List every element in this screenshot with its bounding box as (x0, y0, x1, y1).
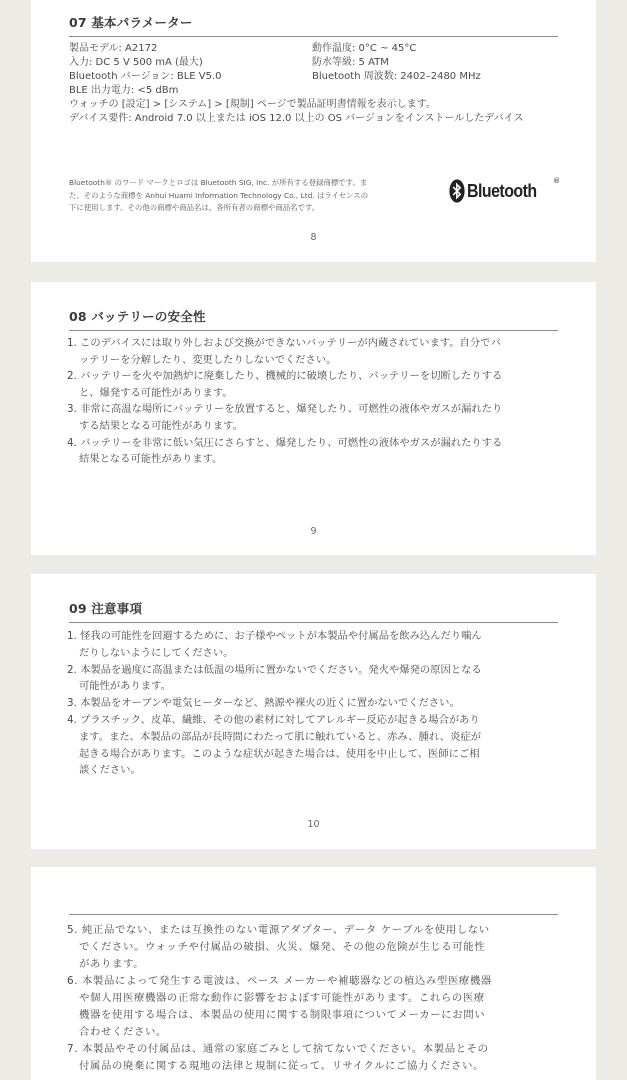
bluetooth-icon (449, 179, 465, 203)
param-ble-power: BLE 出力電力: <5 dBm (69, 85, 179, 96)
list-item (67, 712, 567, 779)
list-item-line: ッテリーを分解したり、変更したりしないでください。 (79, 353, 337, 366)
list-item (67, 335, 567, 368)
manual-page-9 (31, 282, 596, 555)
bluetooth-logo (449, 177, 560, 203)
list-item-line: 6. 本製品によって発生する電波は、ペース メーカーや補聴器などの植込み型医療機器 (67, 975, 492, 987)
list-item (67, 922, 567, 973)
trademark-line: た、そのような商標を Anhui Huami Information Technology Co., Ltd. はライセンスの (69, 190, 369, 200)
list-item-line: 機器を使用する場合は、本製品の使用に関する制限事項についてメーカーにお問い (79, 1009, 486, 1021)
list-item-line: 2. 本製品を過度に高温または低温の場所に置かないでください。発火や爆発の原因となる (67, 663, 482, 676)
param-operating-temp: 動作温度: 0°C ~ 45°C (312, 43, 417, 54)
manual-page-10 (31, 574, 596, 849)
section-title-precautions: 09 注意事項 (69, 599, 558, 623)
list-item-line: と、爆発する可能性があります。 (79, 386, 233, 399)
list-item-line: 結果となる可能性があります。 (79, 453, 223, 466)
page-number: 8 (310, 232, 317, 243)
precautions-list (67, 628, 567, 779)
list-item (67, 973, 567, 1041)
param-water-rating: 防水等級: 5 ATM (312, 57, 389, 68)
list-item-line: 合わせください。 (79, 1026, 167, 1038)
param-row (69, 70, 559, 84)
list-item-line: ます。また、本製品の部品が長時間にわたって肌に触れていると、赤み、腫れ、炎症が (79, 730, 481, 743)
list-item-line: や個人用医療機器の正常な動作に影響をおよぼす可能性があります。これらの医療 (79, 992, 485, 1004)
list-item-line: 可能性があります。 (79, 680, 171, 693)
section-title-battery-safety: 08 バッテリーの安全性 (69, 307, 558, 331)
battery-safety-list (67, 335, 567, 468)
list-item-line: 4. プラスチック、皮革、繊維、その他の素材に対してアレルギー反応が起きる場合があり (67, 713, 480, 726)
list-item-line: する結果となる可能性があります。 (79, 419, 243, 432)
list-item (67, 1041, 567, 1075)
list-item-line: 3. 本製品をオーブンや電気ヒーターなど、熱源や裸火の近くに置かないでください。 (67, 697, 460, 710)
list-item-line: 談ください。 (79, 764, 141, 777)
trademark-line: Bluetooth® のワード マークとロゴは Bluetooth SIG, Inc. が所有する登録商標です。ま (69, 178, 368, 187)
list-item (67, 695, 567, 712)
registered-mark: ® (553, 177, 560, 185)
section-title-basic-parameters: 07 基本パラメーター (69, 13, 558, 37)
list-item (67, 401, 567, 434)
list-item-line: 4. バッテリーを非常に低い気圧にさらすと、爆発したり、可燃性の液体やガスが漏れたりする (67, 436, 503, 449)
list-item-line: 1. 怪我の可能性を回避するために、お子様やペットが本製品や付属品を飲み込んだり噛ん (67, 630, 482, 642)
list-item-line: 5. 純正品でない、または互換性のない電源アダプター、データ ケーブルを使用しない (67, 924, 490, 936)
list-item (67, 435, 567, 468)
param-input: 入力: DC 5 V 500 mA (最大) (69, 57, 203, 68)
param-device-requirements: デバイス要件: Android 7.0 以上または iOS 12.0 以上の OS バージョンをインストールしたデバイス (69, 113, 524, 124)
list-item-line: 7. 本製品やその付属品は、通常の家庭ごみとして捨てないでください。本製品とその (67, 1043, 489, 1055)
param-row (69, 42, 559, 56)
section-divider (69, 914, 558, 915)
trademark-notice (69, 177, 439, 215)
bluetooth-wordmark: Bluetooth (467, 180, 537, 201)
page-number: 9 (310, 526, 317, 537)
param-row (69, 56, 559, 70)
manual-page-8 (31, 0, 596, 262)
list-item-line: 2. バッテリーを火や加熱炉に廃棄したり、機械的に破壊したり、バッテリーを切断したりする (67, 370, 503, 383)
list-item-line: でください。ウォッチや付属品の破損、火災、爆発、その他の危険が生じる可能性 (79, 941, 486, 953)
manual-page-11 (31, 867, 596, 1080)
param-bt-version: Bluetooth バージョン: BLE V5.0 (69, 71, 222, 82)
page-number: 10 (307, 819, 320, 830)
precautions-list-continued (67, 922, 567, 1075)
list-item (67, 628, 567, 662)
list-item-line: があります。 (79, 958, 145, 970)
list-item-line: だりしないようにしてください。 (79, 646, 234, 659)
list-item-line: 付属品の廃棄に関する現地の法律と規制に従って、リサイクルにご協力ください。 (79, 1060, 484, 1072)
list-item-line: 起きる場合があります。このような症状が起きた場合は、使用を中止して、医師にご相 (79, 747, 480, 760)
trademark-line: 下に使用します。その他の商標や商品名は、各所有者の商標や商品名です。 (69, 203, 320, 212)
list-item (67, 368, 567, 401)
param-bt-frequency: Bluetooth 周波数: 2402–2480 MHz (312, 71, 481, 82)
list-item-line: 1. このデバイスには取り外しおよび交換ができないバッテリーが内蔵されています。自分でバ (67, 337, 501, 349)
param-model: 製品モデル: A2172 (69, 43, 158, 54)
list-item (67, 662, 567, 696)
parameters-block (69, 42, 559, 126)
list-item-line: 3. 非常に高温な場所にバッテリーを放置すると、爆発したり、可燃性の液体やガスが漏れたり (67, 403, 503, 416)
param-certificate-info: ウォッチの [設定] > [システム] > [規制] ページで製品証明書情報を表示します。 (69, 99, 436, 110)
